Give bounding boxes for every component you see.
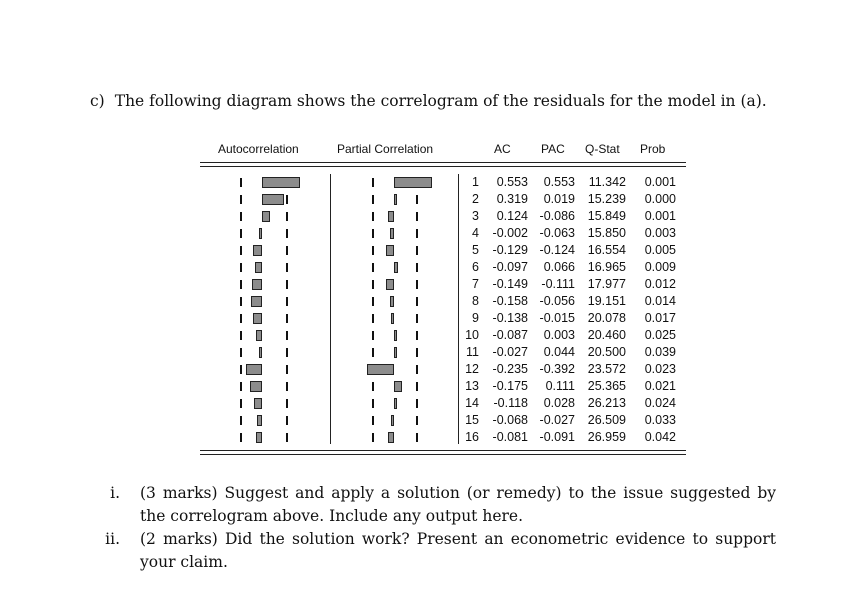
footer-rule-double <box>200 454 686 455</box>
qstat-cell: 20.078 <box>587 311 626 325</box>
header-qstat: Q-Stat <box>585 142 620 156</box>
header-prob: Prob <box>640 142 666 156</box>
pac-bar <box>367 364 394 375</box>
ac-confidence-tick <box>240 280 242 289</box>
lag-cell: 15 <box>465 413 479 427</box>
pac-confidence-tick <box>372 246 374 255</box>
ac-bar <box>256 432 262 443</box>
prob-cell: 0.021 <box>644 379 676 393</box>
ac-confidence-tick <box>286 212 288 221</box>
pac-confidence-tick <box>416 365 418 374</box>
prob-cell: 0.023 <box>644 362 676 376</box>
ac-confidence-tick <box>286 314 288 323</box>
lag-cell: 11 <box>466 345 479 359</box>
ac-confidence-tick <box>286 382 288 391</box>
prob-cell: 0.014 <box>644 294 676 308</box>
pac-confidence-tick <box>416 331 418 340</box>
header-autocorrelation: Autocorrelation <box>218 142 299 156</box>
qstat-cell: 26.509 <box>587 413 626 427</box>
pac-confidence-tick <box>416 382 418 391</box>
pac-bar <box>394 381 402 392</box>
qstat-cell: 15.849 <box>587 209 626 223</box>
ac-cell: -0.027 <box>492 345 528 359</box>
prob-cell: 0.033 <box>644 413 676 427</box>
ac-bar <box>256 330 262 341</box>
qstat-cell: 17.977 <box>587 277 626 291</box>
table-row <box>200 225 686 242</box>
pac-confidence-tick <box>372 348 374 357</box>
ac-bar <box>262 194 284 205</box>
ac-bar <box>262 177 300 188</box>
question-label: c) <box>90 92 105 110</box>
pac-cell: -0.056 <box>539 294 575 308</box>
ac-bar <box>252 279 262 290</box>
question-body: (2 marks) Did the solution work? Present an econometric evidence to support your claim. <box>140 530 776 571</box>
pac-confidence-tick <box>416 195 418 204</box>
prob-cell: 0.009 <box>644 260 676 274</box>
header-pac: PAC <box>541 142 565 156</box>
pac-confidence-tick <box>416 314 418 323</box>
ac-cell: -0.081 <box>492 430 528 444</box>
table-row <box>200 191 686 208</box>
ac-cell: -0.129 <box>492 243 528 257</box>
ac-confidence-tick <box>286 195 288 204</box>
header-partial-correlation: Partial Correlation <box>337 142 434 156</box>
pac-confidence-tick <box>416 229 418 238</box>
qstat-cell: 20.500 <box>587 345 626 359</box>
pac-confidence-tick <box>372 297 374 306</box>
prob-cell: 0.001 <box>644 209 676 223</box>
qstat-cell: 16.554 <box>587 243 626 257</box>
pac-cell: -0.392 <box>539 362 575 376</box>
lag-cell: 14 <box>465 396 479 410</box>
lag-cell: 12 <box>465 362 479 376</box>
lag-cell: 16 <box>465 430 479 444</box>
lag-cell: 3 <box>472 209 479 223</box>
ac-confidence-tick <box>286 399 288 408</box>
pac-cell: -0.091 <box>539 430 575 444</box>
ac-cell: 0.319 <box>496 192 528 206</box>
pac-cell: 0.111 <box>545 379 575 393</box>
header-ac: AC <box>494 142 511 156</box>
lag-cell: 7 <box>472 277 479 291</box>
ac-confidence-tick <box>286 331 288 340</box>
ac-confidence-tick <box>286 263 288 272</box>
lag-cell: 6 <box>472 260 479 274</box>
pac-bar <box>388 211 394 222</box>
ac-confidence-tick <box>240 348 242 357</box>
ac-bar <box>253 245 262 256</box>
pac-confidence-tick <box>416 297 418 306</box>
question-intro <box>90 92 767 110</box>
pac-confidence-tick <box>416 399 418 408</box>
pac-bar <box>394 194 397 205</box>
pac-confidence-tick <box>372 382 374 391</box>
qstat-cell: 23.572 <box>587 362 626 376</box>
ac-confidence-tick <box>240 365 242 374</box>
qstat-cell: 20.460 <box>587 328 626 342</box>
table-row <box>200 276 686 293</box>
table-row <box>200 293 686 310</box>
lag-cell: 2 <box>472 192 479 206</box>
table-row <box>200 412 686 429</box>
table-row <box>200 327 686 344</box>
pac-confidence-tick <box>372 314 374 323</box>
table-row <box>200 208 686 225</box>
question-number: i. <box>110 484 120 502</box>
table-row <box>200 310 686 327</box>
ac-cell: -0.087 <box>492 328 528 342</box>
ac-confidence-tick <box>240 178 242 187</box>
ac-confidence-tick <box>286 229 288 238</box>
pac-confidence-tick <box>372 433 374 442</box>
pac-bar <box>394 398 397 409</box>
ac-confidence-tick <box>240 212 242 221</box>
pac-confidence-tick <box>372 263 374 272</box>
pac-cell: 0.028 <box>543 396 575 410</box>
pac-cell: 0.044 <box>543 345 575 359</box>
ac-bar <box>255 262 262 273</box>
pac-bar <box>386 245 394 256</box>
question-number: ii. <box>105 530 120 548</box>
prob-cell: 0.042 <box>644 430 676 444</box>
pac-bar <box>390 296 394 307</box>
pac-bar <box>394 177 432 188</box>
pac-confidence-tick <box>372 212 374 221</box>
ac-cell: -0.002 <box>492 226 528 240</box>
prob-cell: 0.024 <box>644 396 676 410</box>
lag-cell: 5 <box>472 243 479 257</box>
table-row <box>200 259 686 276</box>
pac-cell: 0.066 <box>543 260 575 274</box>
qstat-cell: 15.850 <box>587 226 626 240</box>
prob-cell: 0.025 <box>644 328 676 342</box>
prob-cell: 0.003 <box>644 226 676 240</box>
qstat-cell: 26.959 <box>587 430 626 444</box>
ac-confidence-tick <box>240 314 242 323</box>
pac-confidence-tick <box>372 280 374 289</box>
table-row <box>200 174 686 191</box>
table-row <box>200 378 686 395</box>
ac-bar <box>246 364 262 375</box>
qstat-cell: 19.151 <box>587 294 626 308</box>
ac-confidence-tick <box>240 195 242 204</box>
ac-confidence-tick <box>240 382 242 391</box>
ac-confidence-tick <box>286 297 288 306</box>
qstat-cell: 16.965 <box>587 260 626 274</box>
table-row <box>200 344 686 361</box>
pac-bar <box>390 228 394 239</box>
lag-cell: 13 <box>465 379 479 393</box>
ac-bar <box>253 313 262 324</box>
question-item <box>96 482 776 528</box>
prob-cell: 0.000 <box>644 192 676 206</box>
pac-cell: -0.063 <box>539 226 575 240</box>
pac-cell: -0.086 <box>539 209 575 223</box>
ac-bar <box>259 347 262 358</box>
pac-cell: -0.111 <box>541 277 575 291</box>
question-body: (3 marks) Suggest and apply a solution (or remedy) to the issue suggested by the correlogram above. Include any output here. <box>140 484 776 525</box>
ac-bar <box>254 398 262 409</box>
prob-cell: 0.039 <box>644 345 676 359</box>
pac-confidence-tick <box>416 416 418 425</box>
prob-cell: 0.017 <box>644 311 676 325</box>
table-row <box>200 242 686 259</box>
pac-confidence-tick <box>372 399 374 408</box>
ac-confidence-tick <box>240 246 242 255</box>
pac-confidence-tick <box>416 433 418 442</box>
pac-cell: 0.003 <box>543 328 575 342</box>
ac-cell: 0.124 <box>496 209 528 223</box>
pac-cell: 0.553 <box>543 175 575 189</box>
lag-cell: 4 <box>472 226 479 240</box>
pac-bar <box>391 415 394 426</box>
ac-cell: -0.118 <box>493 396 528 410</box>
pac-confidence-tick <box>372 331 374 340</box>
pac-confidence-tick <box>416 280 418 289</box>
pac-confidence-tick <box>372 195 374 204</box>
lag-cell: 9 <box>472 311 479 325</box>
ac-confidence-tick <box>286 433 288 442</box>
ac-confidence-tick <box>240 297 242 306</box>
pac-confidence-tick <box>372 229 374 238</box>
prob-cell: 0.005 <box>644 243 676 257</box>
ac-bar <box>262 211 270 222</box>
ac-confidence-tick <box>286 348 288 357</box>
ac-bar <box>251 296 262 307</box>
pac-bar <box>391 313 394 324</box>
qstat-cell: 25.365 <box>587 379 626 393</box>
pac-bar <box>388 432 394 443</box>
correlogram-table <box>200 138 686 458</box>
ac-confidence-tick <box>286 416 288 425</box>
footer-rule <box>200 450 686 451</box>
pac-confidence-tick <box>416 348 418 357</box>
lag-cell: 10 <box>465 328 479 342</box>
question-list <box>96 482 776 574</box>
header-rule-double <box>200 166 686 167</box>
ac-bar <box>250 381 262 392</box>
pac-confidence-tick <box>372 178 374 187</box>
pac-bar <box>386 279 394 290</box>
pac-cell: 0.019 <box>543 192 575 206</box>
ac-confidence-tick <box>286 246 288 255</box>
prob-cell: 0.012 <box>644 277 676 291</box>
pac-bar <box>394 347 397 358</box>
question-text: The following diagram shows the correlogram of the residuals for the model in (a). <box>114 92 767 110</box>
ac-bar <box>259 228 262 239</box>
ac-cell: -0.149 <box>492 277 528 291</box>
ac-confidence-tick <box>286 365 288 374</box>
ac-cell: -0.097 <box>492 260 528 274</box>
table-row <box>200 395 686 412</box>
ac-cell: -0.138 <box>492 311 528 325</box>
prob-cell: 0.001 <box>644 175 676 189</box>
table-row <box>200 429 686 446</box>
header-rule <box>200 162 686 163</box>
pac-cell: -0.015 <box>539 311 575 325</box>
pac-bar <box>394 330 397 341</box>
qstat-cell: 26.213 <box>587 396 626 410</box>
pac-cell: -0.124 <box>539 243 575 257</box>
ac-bar <box>257 415 262 426</box>
ac-confidence-tick <box>240 331 242 340</box>
ac-confidence-tick <box>286 280 288 289</box>
pac-confidence-tick <box>416 246 418 255</box>
ac-confidence-tick <box>240 229 242 238</box>
ac-cell: -0.175 <box>492 379 528 393</box>
lag-cell: 1 <box>472 175 479 189</box>
ac-confidence-tick <box>240 416 242 425</box>
ac-cell: -0.235 <box>492 362 528 376</box>
question-item <box>96 528 776 574</box>
qstat-cell: 15.239 <box>587 192 626 206</box>
pac-bar <box>394 262 398 273</box>
ac-confidence-tick <box>240 433 242 442</box>
pac-confidence-tick <box>416 263 418 272</box>
lag-cell: 8 <box>472 294 479 308</box>
table-row <box>200 361 686 378</box>
ac-cell: -0.158 <box>492 294 528 308</box>
qstat-cell: 11.342 <box>588 175 626 189</box>
pac-confidence-tick <box>372 416 374 425</box>
ac-cell: -0.068 <box>492 413 528 427</box>
ac-confidence-tick <box>240 263 242 272</box>
pac-confidence-tick <box>416 212 418 221</box>
ac-cell: 0.553 <box>496 175 528 189</box>
pac-cell: -0.027 <box>539 413 575 427</box>
ac-confidence-tick <box>240 399 242 408</box>
